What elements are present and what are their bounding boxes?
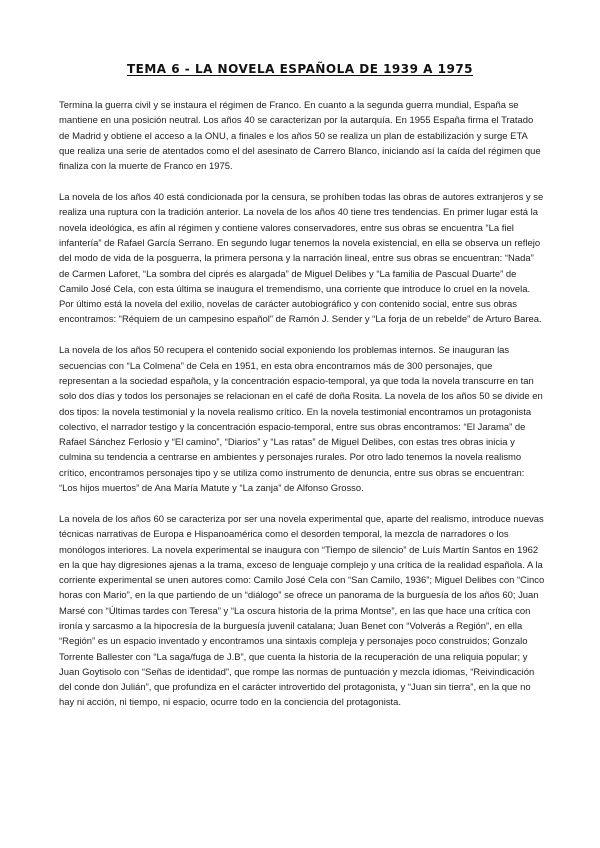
paragraph-novel-50s: La novela de los años 50 recupera el contenido social exponiendo los problemas internos. Se inauguran las secuencias con “La Colmena” de Cela en 1951, en esta obra encontramos más de 300 personajes, que representan a la sociedad española, y la concentración espacio-temporal, ya que toda la novela transcurre en tan solo dos días y todos los personajes se relacionan en el café de doña Rosita. La novela de los años 50 se divide en dos tipos: la novela testimonial y la novela realismo crítico. En la novela testimonial encontramos un protagonista colectivo, el narrador testigo y la concentración espacio-temporal, entre sus obras encontramos: “El Jarama” de Rafael Sánchez Ferlosio y “El camino”, “Diarios” y “Las ratas” de Miguel Delibes, con estas tres obras inicia y culmina su tendencia a centrarse en ambientes y personajes rurales. Por otro lado tenemos la novela realismo crítico, encontramos personajes tipo y se utiliza como instrumento de denuncia, entre sus obras se encuentran: “Los hijos muertos” de Ana María Matute y “La zanja” de Alfonso Grosso. [59,345,543,495]
paragraph-historical-context: Termina la guerra civil y se instaura el régimen de Franco. En cuanto a la segunda guerra mundial, España se mantiene en una posición neutral. Los años 40 se caracterizan por la autarquía. En 1955 España firma el Tratado de Madrid y obtiene el acceso a la ONU, a finales e los años 50 se realiza un plan de estabilización y surge ETA que realiza una serie de atentados como el del asesinato de Carrero Blanco, iniciando así la caída del régimen que finaliza con la muerte de Franco en 1975. [59,100,541,173]
document-body [59,98,545,726]
paragraph-novel-40s: La novela de los años 40 está condicionada por la censura, se prohíben todas las obras de autores extranjeros y se realiza una ruptura con la tradición anterior. La novela de los años 40 tiene tres tendencias. En primer lugar está la novela ideológica, es afín al régimen y contiene valores conservadores, entre sus obras se encuentra “La fiel infantería” de Rafael García Serrano. En segundo lugar tenemos la novela existencial, en ella se observa un reflejo del modo de vida de la posguerra, la primera persona y la narración lineal, entre sus obras se encuentran: “Nada” de Carmen Laforet, “La sombra del ciprés es alargada” de Miguel Delibes y “La familia de Pascual Duarte” de Camilo José Cela, con esta última se inaugura el tremendismo, una corriente que introduce lo cruel en la novela. Por último está la novela del exilio, novelas de carácter autobiográfico y con contenido social, entre sus obras encontramos: “Réquiem de un campesino español” de Ramón J. Sender y “La forja de un rebelde” de Arturo Barea. [59,192,544,326]
document-title: TEMA 6 - LA NOVELA ESPAÑOLA DE 1939 A 1975 [126,62,474,76]
paragraph-novel-60s: La novela de los años 60 se caracteriza por ser una novela experimental que, aparte del realismo, introduce nuevas técnicas narrativas de Europa e Hispanoamérica como el desorden temporal, la mezcla de narradores o los monólogos interiores. La novela experimental se inaugura con “Tiempo de silencio” de Luís Martín Santos en 1962 en la que hay digresiones ajenas a la trama, exceso de lenguaje complejo y una crítica de la realidad española. A la corriente experimental se unen autores como: Camilo José Cela con “San Camilo, 1936”; Miguel Delibes con “Cinco horas con Mario”, en la que partiendo de un “diálogo” se ofrece un panorama de la burguesía de los años 60; Juan Marsé con “Últimas tardes con Teresa” y “La oscura historia de la prima Montse”, en las que hace una crítica con ironía y sarcasmo a la hipocresía de la burguesía juvenil catalana; Juan Benet con “Volverás a Región”, en ella “Región” es un espacio inventado y encontramos una sintaxis compleja y personajes poco construidos; Gonzalo Torrente Ballester con “La saga/fuga de J.B”, que cuenta la historia de la recuperación de una reliquia popular; y Juan Goytisolo con “Señas de identidad”, que rompe las normas de puntuación y mezcla idiomas, “Reivindicación del conde don Julián”, que profundiza en el carácter introvertido del protagonista, y “Juan sin tierra”, en la que no hay ni acción, ni tiempo, ni espacio, ocurre todo en la conciencia del protagonista. [59,513,545,709]
